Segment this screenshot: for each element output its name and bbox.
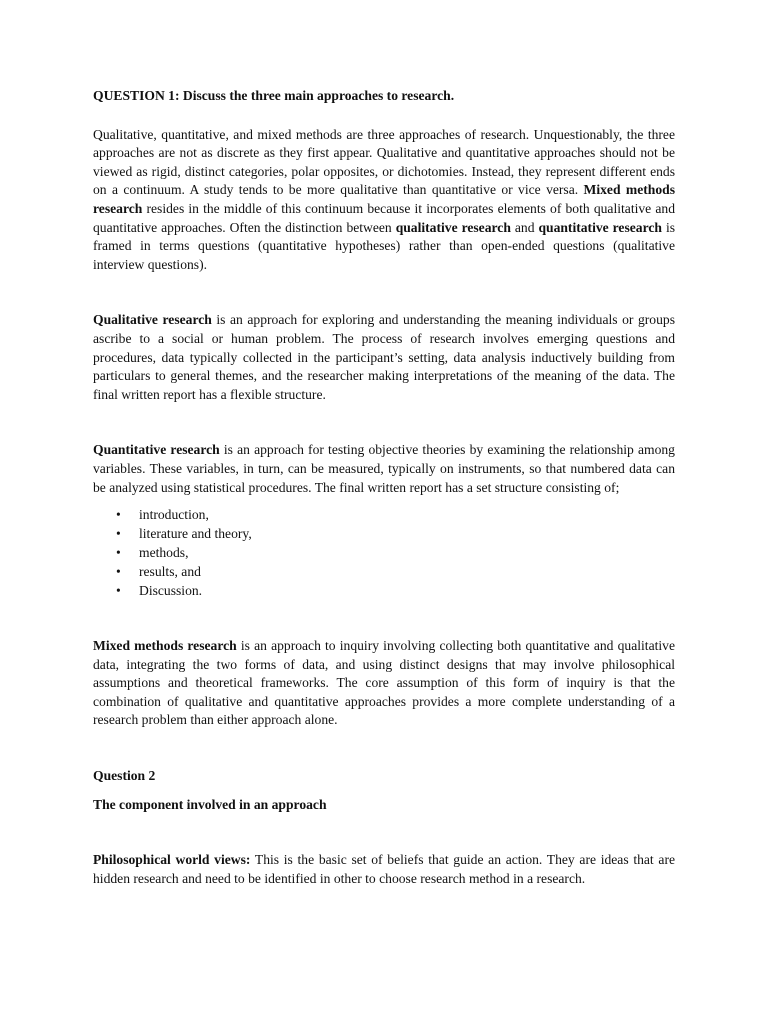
intro-text-4: is framed in terms questions (quantitative hypotheses) rather than open-ended questions (qualitative interview questions).	[93, 219, 676, 272]
bullet-icon: •	[116, 564, 121, 580]
intro-text-3: and	[510, 219, 539, 235]
list-item: • literature and theory,	[116, 526, 252, 542]
mixed-methods-paragraph	[93, 637, 675, 730]
bullet-icon: •	[116, 526, 121, 542]
quantitative-term: Quantitative research	[93, 442, 220, 458]
intro-term-mixed: Mixed methods research	[93, 182, 675, 216]
list-item: • results, and	[116, 564, 201, 580]
question-1-title: QUESTION 1: Discuss the three main approaches to research.	[93, 88, 455, 103]
qualitative-text: is an approach for exploring and understanding the meaning individuals or groups ascribe to a social or human problem. The process of research involves emerging questions and procedures, data typically collected in the participant’s setting, data analysis inductively building from particulars to general themes, and the researcher making interpretations of the meaning of the data. The final written report has a flexible structure.	[93, 312, 675, 402]
question-2-subtitle: The component involved in an approach	[93, 796, 327, 812]
list-item: • Discussion.	[116, 583, 203, 599]
intro-term-quantitative: quantitative research	[538, 219, 662, 235]
quantitative-paragraph	[93, 441, 675, 497]
quantitative-text: is an approach for testing objective theories by examining the relationship among variables. These variables, in turn, can be measured, typically on instruments, so that numbered data can be analyzed using statistical procedures. The final written report has a set structure consisting of;	[93, 442, 675, 495]
report-structure-list	[93, 505, 675, 600]
bullet-icon: •	[116, 507, 121, 523]
mixed-methods-text: is an approach to inquiry involving collecting both quantitative and qualitative data, integrating the two forms of data, and using distinct designs that may involve philosophical assumptions and theoretical frameworks. The core assumption of this form of inquiry is that the combination of qualitative and quantitative approaches provides a more complete understanding of a research problem than either approach alone.	[93, 638, 675, 728]
question-2-title: Question 2	[93, 768, 156, 784]
qualitative-paragraph	[93, 311, 675, 404]
philosophical-paragraph	[93, 851, 675, 888]
intro-text-1: Qualitative, quantitative, and mixed methods are three approaches of research. Unquestionably, the three approaches are not as discrete as they first appear. Qualitative and quantitative approaches should not be viewed as rigid, distinct categories, polar opposites, or dichotomies. Instead, they represent different ends on a continuum. A study tends to be more qualitative than quantitative or vice versa.	[93, 126, 675, 198]
bullet-icon: •	[116, 545, 121, 561]
philosophical-text: This is the basic set of beliefs that guide an action. They are ideas that are hidden research and need to be identified in other to choose research method in a research.	[93, 852, 676, 886]
list-item: • methods,	[116, 545, 189, 561]
philosophical-term: Philosophical world views:	[93, 852, 251, 868]
bullet-icon: •	[116, 583, 121, 599]
intro-text-2: resides in the middle of this continuum because it incorporates elements of both qualitative and quantitative approaches. Often the distinction between	[93, 200, 675, 235]
list-item: • introduction,	[116, 507, 209, 523]
mixed-methods-term: Mixed methods research	[93, 638, 237, 654]
intro-term-qualitative: qualitative research	[395, 219, 511, 235]
intro-paragraph	[93, 126, 675, 275]
qualitative-term: Qualitative research	[93, 312, 212, 328]
